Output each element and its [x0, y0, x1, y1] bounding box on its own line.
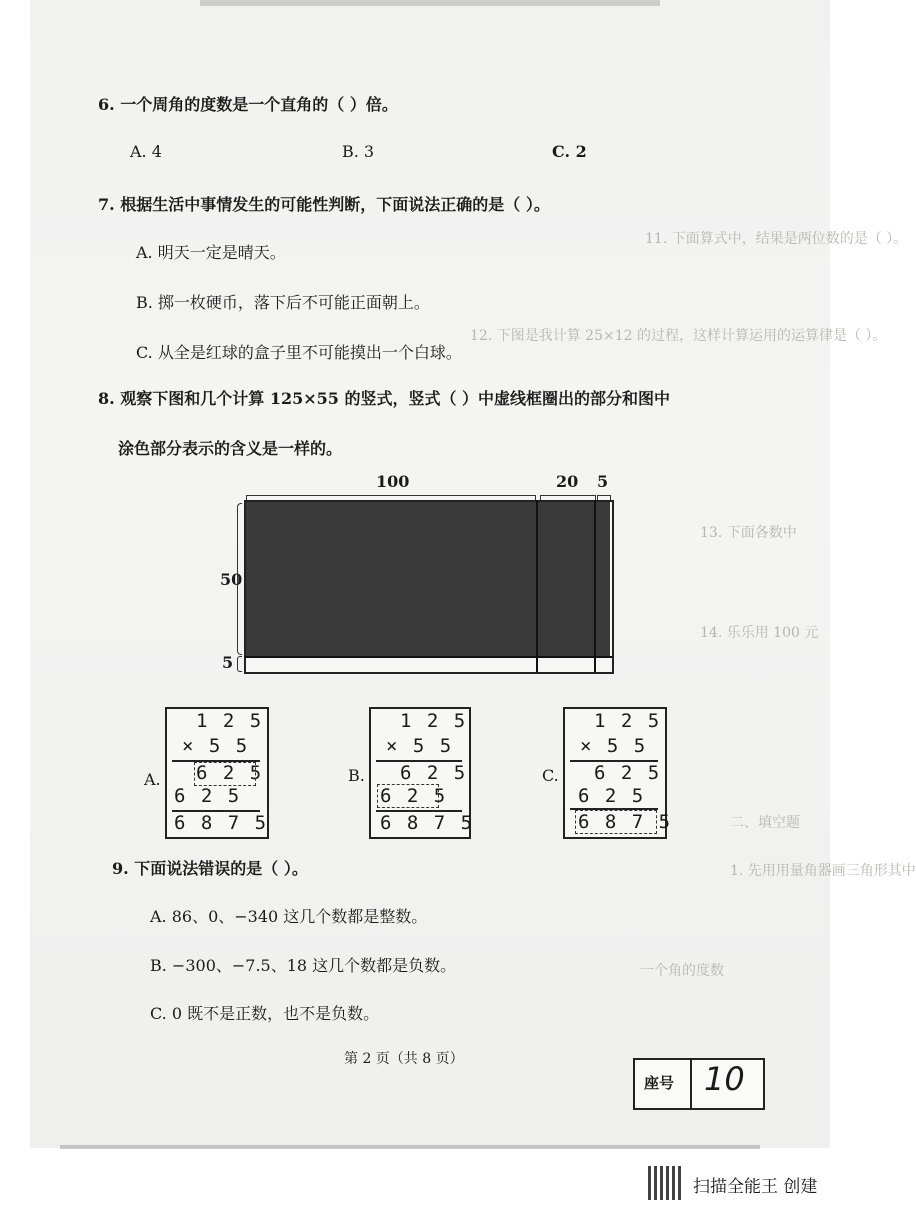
vertical-b-row: × 5 5 — [386, 735, 454, 757]
brace-50 — [237, 503, 242, 655]
vertical-a-label: A. — [144, 770, 161, 789]
scan-edge-top — [200, 0, 660, 6]
diagram-label-20: 20 — [556, 472, 579, 491]
brace-5-side — [237, 656, 242, 672]
question-9-option-b: B. −300、−7.5、18 这几个数都是负数。 — [150, 956, 457, 975]
diagram-label-100: 100 — [376, 472, 410, 491]
divider-100-20 — [536, 500, 538, 672]
question-7-option-b: B. 掷一枚硬币，落下后不可能正面朝上。 — [136, 293, 430, 312]
vertical-c-row: 6 8 7 5 — [578, 811, 673, 833]
vertical-c-row: 6 2 5 — [594, 762, 662, 784]
question-6-option-b: B. 3 — [342, 142, 375, 161]
bleed-text: 1. 先用用量角器画三角形其中 — [730, 863, 916, 879]
seat-number-value: 10 — [704, 1060, 745, 1098]
area-model-shaded — [246, 502, 610, 656]
vertical-c-row: × 5 5 — [580, 735, 648, 757]
bleed-text: 一个角的度数 — [640, 963, 724, 979]
scan-edge-bottom — [60, 1145, 760, 1149]
vertical-a-row: 6 2 5 — [174, 785, 242, 807]
watermark-text: 扫描全能王 创建 — [693, 1177, 818, 1197]
question-8-text-line1: 8. 观察下图和几个计算 125×55 的竖式，竖式（ ）中虚线框圈出的部分和图中 — [98, 389, 671, 408]
diagram-label-5-top: 5 — [597, 472, 609, 491]
question-9-text: 9. 下面说法错误的是（ ）。 — [112, 859, 308, 878]
diagram-label-50: 50 — [220, 570, 243, 589]
vertical-b-row: 6 8 7 5 — [380, 812, 475, 834]
question-7-option-a: A. 明天一定是晴天。 — [136, 243, 286, 262]
vertical-b-row: 6 2 5 — [400, 762, 468, 784]
seat-divider — [690, 1058, 692, 1110]
divider-20-5 — [594, 500, 596, 672]
vertical-c-dashed-box — [575, 810, 657, 834]
bleed-text: 11. 下面算式中，结果是两位数的是（ ）。 — [645, 231, 908, 247]
divider-50-5 — [244, 656, 612, 658]
vertical-b-row: 6 2 5 — [380, 785, 448, 807]
vertical-b-label: B. — [348, 766, 365, 785]
question-6-option-c: C. 2 — [552, 142, 587, 161]
qr-code-icon — [648, 1166, 682, 1200]
bleed-text: 14. 乐乐用 100 元 — [700, 625, 819, 641]
question-9-option-c: C. 0 既不是正数，也不是负数。 — [150, 1004, 380, 1023]
question-8-text-line2: 涂色部分表示的含义是一样的。 — [118, 439, 343, 458]
bleed-text: 13. 下面各数中 — [700, 525, 797, 541]
seat-number-label: 座号 — [644, 1074, 675, 1092]
vertical-a-row: 6 8 7 5 — [174, 812, 269, 834]
vertical-c-row: 6 2 5 — [578, 785, 646, 807]
vertical-c-label: C. — [542, 766, 559, 785]
vertical-c-row: 1 2 5 — [594, 710, 662, 732]
question-7-option-c: C. 从全是红球的盒子里不可能摸出一个白球。 — [136, 343, 462, 362]
vertical-a-row: × 5 5 — [182, 735, 250, 757]
diagram-label-5-side: 5 — [222, 653, 234, 672]
question-7-text: 7. 根据生活中事情发生的可能性判断，下面说法正确的是（ ）。 — [98, 195, 550, 214]
vertical-b-row: 1 2 5 — [400, 710, 468, 732]
vertical-a-row: 1 2 5 — [196, 710, 264, 732]
question-6-option-a: A. 4 — [130, 142, 162, 161]
vertical-b-dashed-box — [377, 784, 439, 808]
page-number: 第 2 页（共 8 页） — [344, 1051, 464, 1067]
vertical-a-dashed-box — [194, 762, 256, 786]
bleed-text: 12. 下图是我计算 25×12 的过程，这样计算运用的运算律是（ ）。 — [470, 328, 887, 344]
bleed-text: 二、填空题 — [730, 815, 800, 831]
question-6-text: 6. 一个周角的度数是一个直角的（ ）倍。 — [98, 95, 398, 114]
vertical-a-row: 6 2 5 — [196, 762, 264, 784]
question-9-option-a: A. 86、0、−340 这几个数都是整数。 — [150, 907, 428, 926]
